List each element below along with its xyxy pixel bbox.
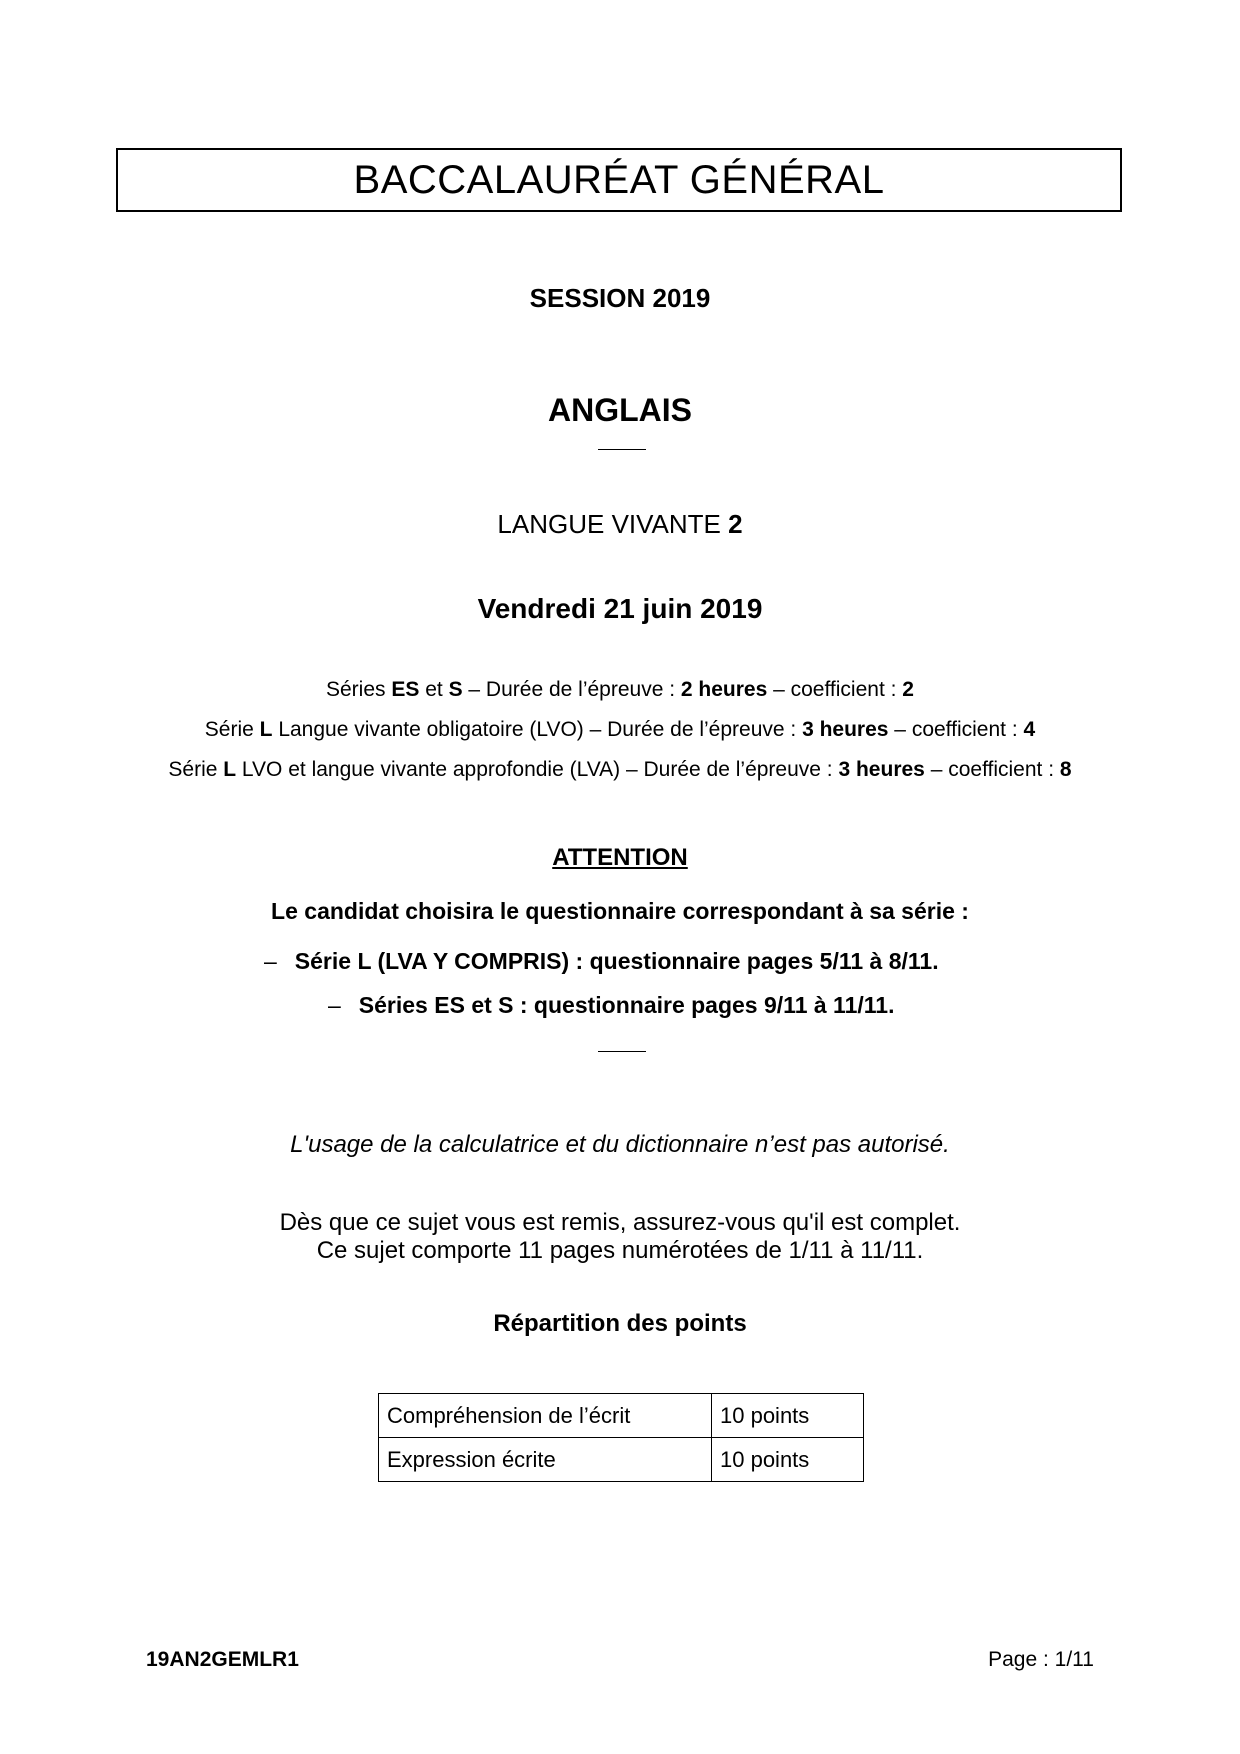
exam-title: BACCALAURÉAT GÉNÉRAL [353,157,885,202]
series-line-2 [0,718,1240,742]
points-table [378,1393,864,1482]
series-text: Langue vivante obligatoire (LVO) – Durée de l’épreuve : [272,718,803,741]
series-line-3 [0,758,1240,782]
dash-bullet: – [264,948,277,974]
series-bold: S [448,678,463,701]
check-line-2: Ce sujet comporte 11 pages numérotées de 1/11 à 11/11. [316,1237,924,1264]
series-coefficient: 2 [902,678,914,701]
series-text: et [419,678,449,701]
series-coefficient: 8 [1059,758,1072,781]
footer-code: 19AN2GEMLR1 [146,1648,299,1671]
session-heading: SESSION 2019 [529,283,711,313]
points-label: Compréhension de l’écrit [379,1394,712,1438]
langue-vivante [0,509,1240,540]
series-text: Séries [326,678,392,701]
series-line-1 [0,678,1240,702]
langue-number: 2 [728,509,743,539]
points-value: 10 points [712,1438,864,1482]
attention-item-1 [264,948,939,975]
exam-title-box [116,148,1122,212]
attention-item-text: Séries ES et S : questionnaire pages 9/11 à 11/11. [358,992,895,1018]
attention-item-text: Série L (LVA Y COMPRIS) : questionnaire pages 5/11 à 8/11. [294,948,939,974]
series-duration: 3 heures [802,718,889,741]
attention-item-2 [328,992,894,1019]
table-row [379,1438,864,1482]
series-text: LVO et langue vivante approfondie (LVA) – Durée de l’épreuve : [236,758,839,781]
dash-bullet: – [328,992,341,1018]
usage-notice: L'usage de la calculatrice et du dictionnaire n’est pas autorisé. [290,1131,950,1158]
series-text: – coefficient : [767,678,903,701]
table-row [379,1394,864,1438]
series-bold: L [259,718,273,741]
subject-divider [598,449,646,450]
series-duration: 3 heures [838,758,925,781]
series-text: – coefficient : [924,758,1060,781]
series-text: – coefficient : [888,718,1024,741]
subject-heading: ANGLAIS [548,392,692,428]
attention-divider [598,1051,646,1052]
repartition-title: Répartition des points [493,1310,747,1337]
series-text: Série [204,718,260,741]
series-bold: L [223,758,237,781]
langue-label: LANGUE VIVANTE [497,509,729,539]
attention-instruction: Le candidat choisira le questionnaire correspondant à sa série : [271,898,969,924]
series-duration: 2 heures [680,678,768,701]
attention-heading: ATTENTION [552,844,688,871]
footer-page-number: Page : 1/11 [988,1648,1094,1671]
points-value: 10 points [712,1394,864,1438]
series-bold: ES [391,678,420,701]
exam-date: Vendredi 21 juin 2019 [477,593,763,624]
series-text: Série [168,758,224,781]
points-label: Expression écrite [379,1438,712,1482]
series-coefficient: 4 [1023,718,1036,741]
series-text: – Durée de l’épreuve : [462,678,681,701]
check-line-1: Dès que ce sujet vous est remis, assurez-vous qu'il est complet. [279,1209,961,1236]
